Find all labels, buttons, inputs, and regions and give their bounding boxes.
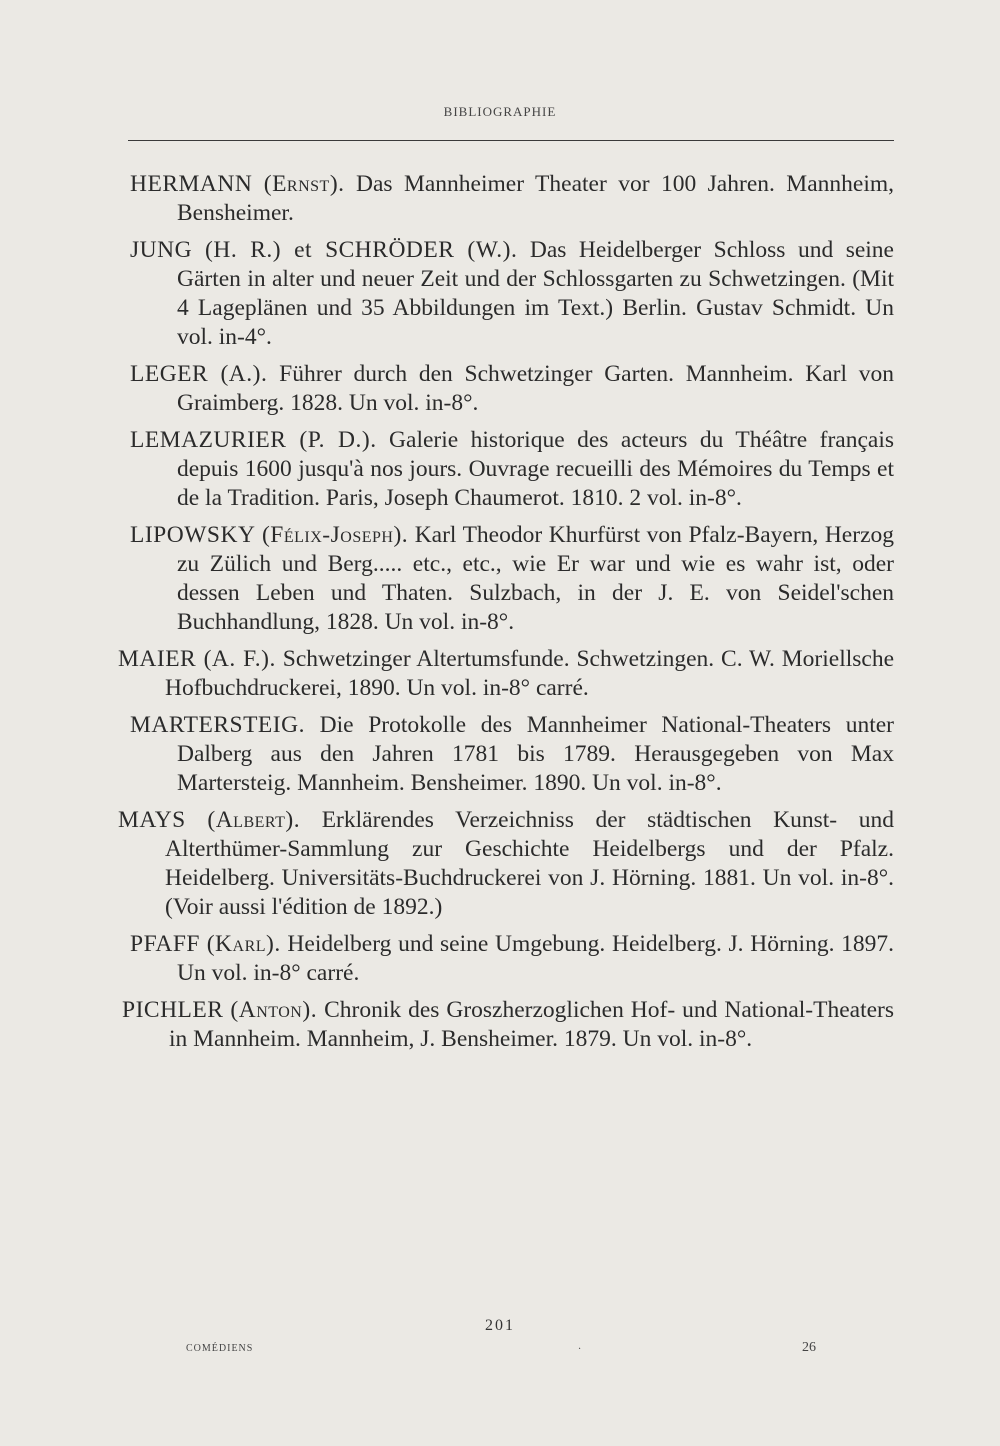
- entry-text: Erklärendes Verzeichniss der städtischen Kunst- und Alterthümer-Sammlung zur Geschichte Heidelbergs und der Pfalz. Heidelberg. Universitäts-Buchdruckerei von J. Hörning. 1881. Un vol. in-8°. (Voir aussi l'édition de 1892.): [165, 807, 894, 920]
- bibliography-entry-jung: [130, 236, 894, 352]
- entry-author: LEMAZURIER (P. D.).: [130, 427, 377, 453]
- header-rule: [128, 140, 894, 141]
- page-number: 201: [485, 1317, 515, 1334]
- entry-author: HERMANN: [130, 171, 253, 197]
- entry-text: Galerie historique des acteurs du Théâtre français depuis 1600 jusqu'à nos jours. Ouvrage recueilli des Mémoires du Temps et de la Tradition. Paris, Joseph Chaumerot. 1810. 2 vol. in-8°.: [177, 427, 895, 511]
- entry-text: Die Protokolle des Mannheimer National-Theaters unter Dalberg aus den Jahren 1781 bis 1789. Herausgegeben von Max Martersteig. Mannheim. Bensheimer. 1890. Un vol. in-8°.: [177, 712, 895, 796]
- entry-author: LIPOWSKY: [130, 522, 256, 548]
- entry-first-name: (Ernst).: [263, 171, 345, 197]
- entry-first-name: (Félix-Joseph).: [261, 522, 409, 548]
- entry-text: Schwetzinger Altertumsfunde. Schwetzingen. C. W. Moriellsche Hofbuchdruckerei, 1890. Un vol. in-8° carré.: [165, 646, 895, 701]
- bibliography-entry-lemazurier: [130, 426, 894, 513]
- bibliography-entry-hermann: [130, 170, 894, 228]
- entry-text: Heidelberg und seine Umgebung. Heidelberg. J. Hörning. 1897. Un vol. in-8° carré.: [177, 931, 895, 986]
- running-title: BIBLIOGRAPHIE: [443, 104, 557, 119]
- signature-title: COMÉDIENS: [186, 1343, 254, 1354]
- bibliography-list: [118, 170, 895, 1062]
- entry-author: MAIER (A. F.).: [118, 646, 276, 672]
- entry-first-name: (Albert).: [207, 807, 301, 833]
- entry-text: Chronik des Groszherzoglichen Hof- und National-Theaters in Mannheim. Mannheim, J. Bensheimer. 1879. Un vol. in-8°.: [169, 997, 895, 1052]
- bibliography-entry-mays: [118, 806, 894, 922]
- bibliography-entry-martersteig: [130, 711, 894, 798]
- entry-text: Karl Theodor Khurfürst von Pfalz-Bayern, Herzog zu Zülich und Berg..... etc., etc., wie Er war und wie es wahr ist, oder dessen Leben und Thaten. Sulzbach, in der J. E. von Seidel'schen Buchhandlung, 1828. Un vol. in-8°.: [177, 522, 894, 635]
- entry-author: PFAFF: [130, 931, 201, 957]
- entry-author: MAYS: [118, 807, 186, 833]
- bibliography-entry-lipowsky: [130, 521, 894, 637]
- entry-author: MARTERSTEIG.: [130, 712, 305, 738]
- entry-author: JUNG (H. R.) et SCHRÖDER (W.).: [130, 237, 518, 263]
- entry-text: Führer durch den Schwetzinger Garten. Mannheim. Karl von Graimberg. 1828. Un vol. in-8°.: [177, 361, 895, 416]
- entry-first-name: (Anton).: [230, 997, 318, 1023]
- entry-text: Das Mannheimer Theater vor 100 Jahren. Mannheim, Bensheimer.: [177, 171, 894, 226]
- bibliography-entry-maier: [118, 645, 894, 703]
- entry-author: LEGER (A.).: [130, 361, 268, 387]
- signature-dot: ·: [578, 1344, 582, 1355]
- signature-number: 26: [802, 1340, 816, 1355]
- entry-first-name: (Karl).: [206, 931, 281, 957]
- bibliography-entry-pfaff: [130, 930, 894, 988]
- entry-text: Das Heidelberger Schloss und seine Gärten in alter und neuer Zeit und der Schlossgarten zu Schwetzingen. (Mit 4 Lageplänen und 35 Abbildungen im Text.) Berlin. Gustav Schmidt. Un vol. in-4°.: [177, 237, 894, 350]
- bibliography-entry-leger: [130, 360, 894, 418]
- entry-author: PICHLER: [122, 997, 224, 1023]
- bibliography-entry-pichler: [122, 996, 894, 1054]
